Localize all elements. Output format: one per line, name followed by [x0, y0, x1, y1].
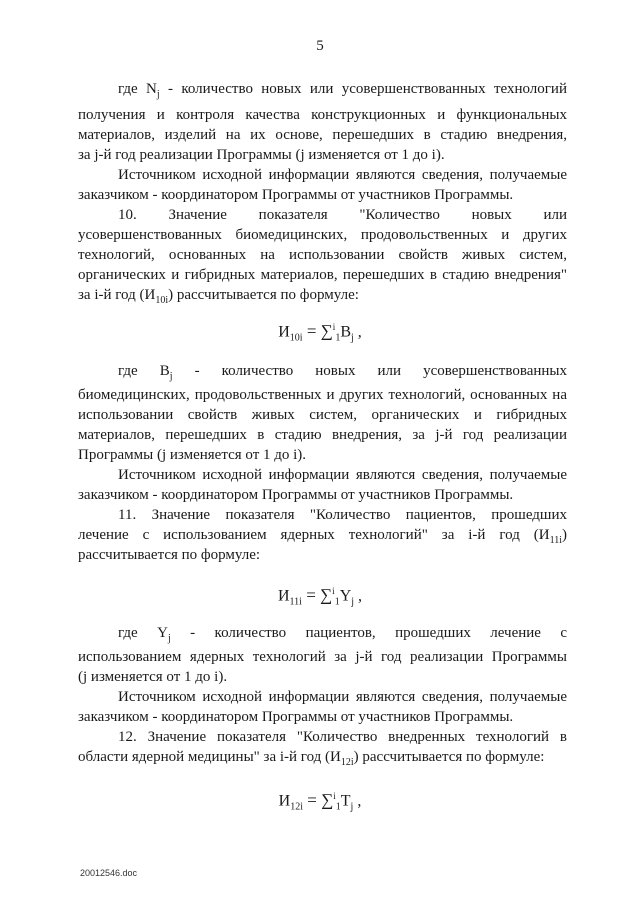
bj-definition-line-4: материалов, перешедших в стадию внедрения, за j-й год реализации: [78, 427, 567, 443]
nj-definition-line-4: за j-й год реализации Программы (j изменяется от 1 до i).: [78, 147, 445, 163]
formula-12: $И_{12i} = \sum^i_1T_j$ ,: [278, 790, 362, 813]
formula-11: $И_{11i} = \sum^i_1Y_j$ ,: [277, 585, 363, 608]
source-note-3-line-2: заказчиком - координатором Программы от участников Программы.: [78, 709, 514, 725]
indicator-10-line-2: усовершенствованных биомедицинских, продовольственных и других: [78, 227, 567, 243]
yj-definition-line-2: использованием ядерных технологий за j-й год реализации Программы: [78, 649, 567, 665]
formula-10: $И_{10i} = \sum^i_1B_j$ ,: [278, 321, 362, 344]
source-note-1-line-2: заказчиком - координатором Программы от участников Программы.: [78, 187, 514, 203]
bj-definition-line-3: использовании свойств живых систем, органических и гибридных: [78, 407, 567, 423]
bj-definition-line-5: Программы (j изменяется от 1 до i).: [78, 447, 307, 463]
nj-definition-line-1: где $N_j$ - количество новых или усовершенствованных технологий: [118, 81, 567, 100]
indicator-12-line-1: 12. Значение показателя "Количество внедренных технологий в: [118, 729, 567, 745]
nj-definition-line-3: материалов, изделий на их основе, перешедших в стадию внедрения,: [78, 127, 567, 143]
indicator-11-line-3: рассчитывается по формуле:: [78, 547, 261, 563]
indicator-10-line-1: 10. Значение показателя "Количество новых или: [118, 207, 567, 223]
source-note-2-line-2: заказчиком - координатором Программы от участников Программы.: [78, 487, 514, 503]
yj-definition-line-1: где $Y_j$ - количество пациентов, прошедших лечение с: [118, 625, 568, 644]
indicator-10-line-3: технологий, основанных на использовании свойств живых систем,: [78, 247, 567, 263]
indicator-11-line-1: 11. Значение показателя "Количество пациентов, прошедших: [118, 507, 567, 523]
source-note-3-line-1: Источником исходной информации являются сведения, получаемые: [118, 689, 567, 705]
indicator-10-line-5: за i-й год $(И_{10i})$ рассчитывается по формуле:: [78, 287, 359, 306]
indicator-12-line-2: области ядерной медицины" за i-й год $(И_{12i})$ рассчитывается по формуле:: [78, 749, 545, 768]
page-number: 5: [316, 38, 324, 54]
nj-definition-line-2: получения и контроля качества конструкционных и функциональных: [78, 107, 567, 123]
bj-definition-line-2: биомедицинских, продовольственных и других технологий, основанных на: [78, 387, 567, 403]
document-filename: 20012546.doc: [80, 868, 138, 878]
indicator-10-line-4: органических и гибридных материалов, перешедших в стадию внедрения": [78, 267, 567, 283]
yj-definition-line-3: (j изменяется от 1 до i).: [78, 669, 228, 685]
bj-definition-line-1: где $B_j$ - количество новых или усовершенствованных: [118, 363, 567, 382]
source-note-2-line-1: Источником исходной информации являются сведения, получаемые: [118, 467, 567, 483]
indicator-11-line-2: лечение с использованием ядерных технологий" за i-й год $(И_{11i})$: [78, 527, 567, 546]
source-note-1-line-1: Источником исходной информации являются сведения, получаемые: [118, 167, 567, 183]
